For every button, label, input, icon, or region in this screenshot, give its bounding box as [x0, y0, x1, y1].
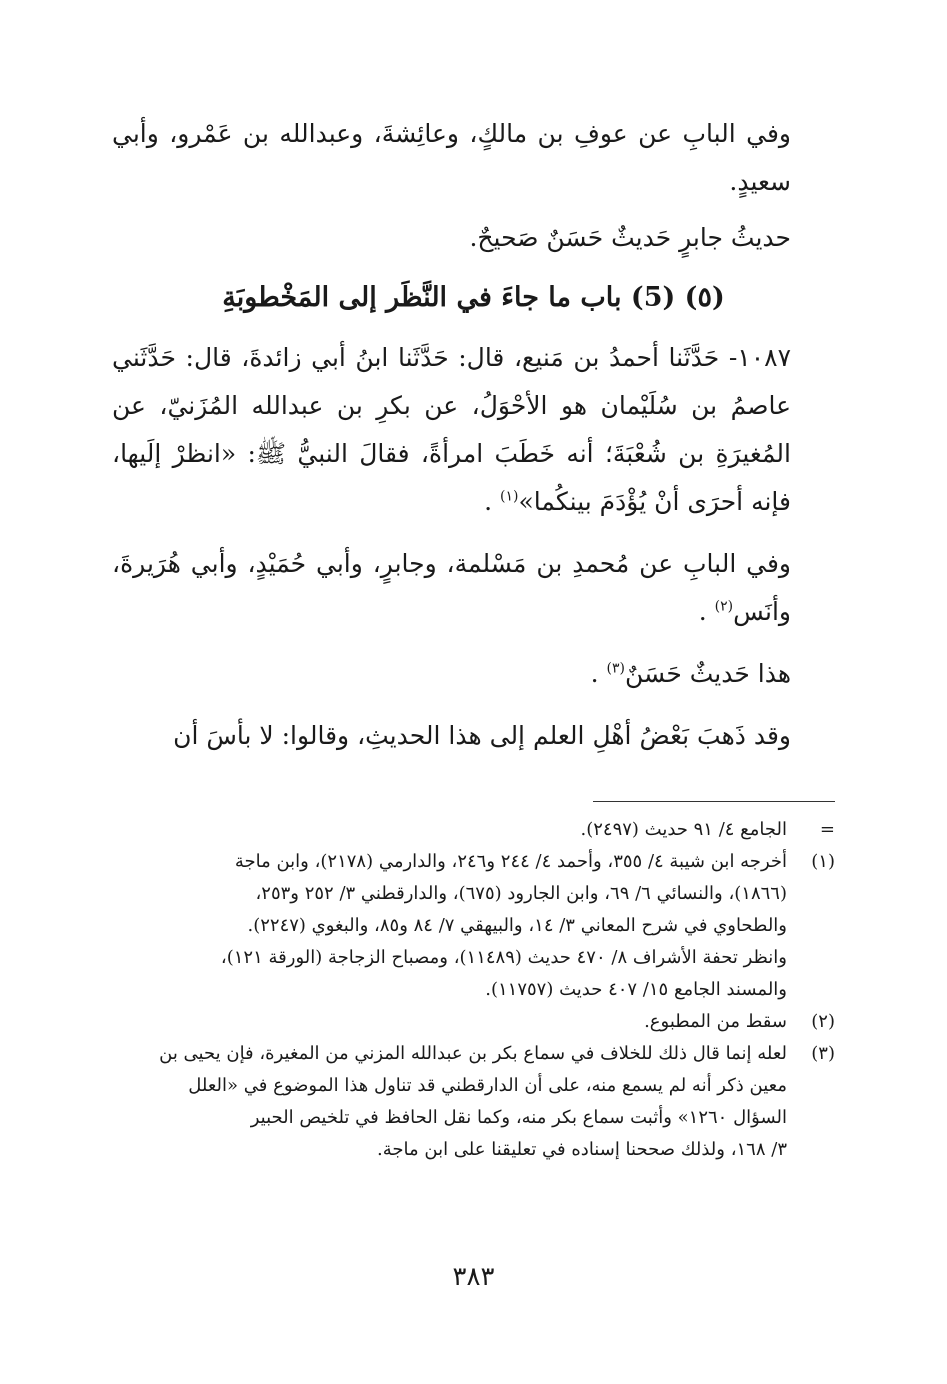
text-line: حَدَّثَني عاصمُ بن سُلَيْمان هو الأحْوَلُ، عن بكرِ بن عبدالله المُزَنيّ، عن	[112, 343, 791, 420]
footnote-line: سقط من المطبوع.	[644, 1011, 787, 1032]
footnote-line: (١٨٦٦)، والنسائي ٦/ ٦٩، وابن الجارود (٦٧٥)، والدارقطني ٣/ ٢٥٢ و٢٥٣،	[255, 883, 787, 904]
text-line: حَدَّثَنا أحمدُ بن مَنيع، قال: حَدَّثَنا ابنُ أبي زائدةَ، قال:	[185, 343, 720, 372]
page-number: ٣٨٣	[452, 1262, 495, 1292]
paragraph-in-the-chapter-2	[112, 540, 835, 636]
footnote-ref: (٢)	[714, 598, 734, 615]
text-line: سعيدٍ.	[729, 167, 791, 196]
grading-paragraph-2	[112, 650, 835, 698]
footnote-line: السؤال ١٢٦٠» وأثبت سماع بكر منه، وكما نقل الحافظ في تلخيص الحبير	[250, 1107, 787, 1128]
footnote-line: والطحاوي في شرح المعاني ٣/ ١٤، والبيهقي ٧/ ٨٤ و٨٥، والبغوي (٢٢٤٧).	[247, 915, 787, 936]
footnote-2	[112, 1006, 835, 1038]
end-punctuation: .	[590, 659, 599, 688]
text-line: وفي البابِ عن مُحمدِ بن مَسْلمة، وجابرٍ، وأبي حُمَيْدٍ، وأبي	[190, 549, 792, 578]
text-line: هذا حَديثٌ حَسَنٌ	[624, 659, 791, 688]
footnote-marker: (٣)	[811, 1043, 835, 1064]
footnote-marker: (٢)	[811, 1011, 835, 1032]
end-punctuation: .	[484, 487, 493, 516]
footnote-marker: =	[819, 819, 835, 840]
text-line: وفي البابِ عن عوفِ بن مالكٍ، وعائِشةَ، وعبدالله بن عَمْرو، وأبي	[112, 119, 791, 148]
footnote-ref: (٣)	[606, 660, 625, 677]
footnote-line: لعله إنما قال ذلك للخلاف في سماع بكر بن عبدالله المزني من المغيرة، فإن يحيى بن	[159, 1043, 787, 1064]
footnote-continuation	[112, 814, 835, 846]
footnote-divider	[593, 801, 835, 802]
hadith-number: ١٠٨٧-	[728, 343, 792, 372]
hadith-paragraph	[112, 334, 835, 526]
chapter-heading: (٥) (5) باب ما جاءَ في النَّظَر إلى المَخْطوبَةِ	[222, 282, 725, 313]
footnote-line: الجامع ٤/ ٩١ حديث (٢٤٩٧).	[580, 819, 787, 840]
footnotes	[112, 814, 835, 1166]
footnote-ref: (١)	[500, 488, 519, 505]
grading-paragraph: حديثُ جابرٍ حَديثٌ حَسَنٌ صَحيحٌ.	[469, 223, 791, 252]
end-punctuation: .	[698, 597, 707, 626]
text-line: المُغيرَةِ بن شُعْبَةَ؛ أنه خَطَبَ امرأةً، فقالَ النبيُّ ﷺ: «انظرْ إلَيها، فإنه	[112, 439, 791, 516]
footnote-1	[112, 846, 835, 1006]
footnote-line: والمسند الجامع ١٥/ ٤٠٧ حديث (١١٧٥٧).	[485, 979, 787, 1000]
footnote-line: أخرجه ابن شيبة ٤/ ٣٥٥، وأحمد ٤/ ٢٤٤ و٢٤٦، والدارمي (٢١٧٨)، وابن ماجة	[234, 851, 787, 872]
scholars-paragraph: وقد ذَهبَ بَعْضُ أهْلِ العلم إلى هذا الحديثِ، وقالوا: لا بأسَ أن	[173, 721, 791, 750]
text-line: هُرَيرةَ، وأنَس	[112, 549, 791, 626]
paragraph-in-the-chapter	[112, 110, 835, 206]
main-text	[112, 110, 835, 760]
footnote-3	[112, 1038, 835, 1166]
footnote-line: ٣/ ١٦٨، ولذلك صححنا إسناده في تعليقنا على ابن ماجة.	[377, 1139, 787, 1160]
footnote-marker: (١)	[811, 851, 835, 872]
footnote-line: معين ذكر أنه لم يسمع منه، على أن الدارقطني قد تناول هذا الموضوع في «العلل	[188, 1075, 787, 1096]
footnote-line: وانظر تحفة الأشراف ٨/ ٤٧٠ حديث (١١٤٨٩)، ومصباح الزجاجة (الورقة ١٢١)،	[220, 947, 787, 968]
text-line: أحرَى أنْ يُؤْدَمَ بينكُما»	[518, 487, 744, 516]
